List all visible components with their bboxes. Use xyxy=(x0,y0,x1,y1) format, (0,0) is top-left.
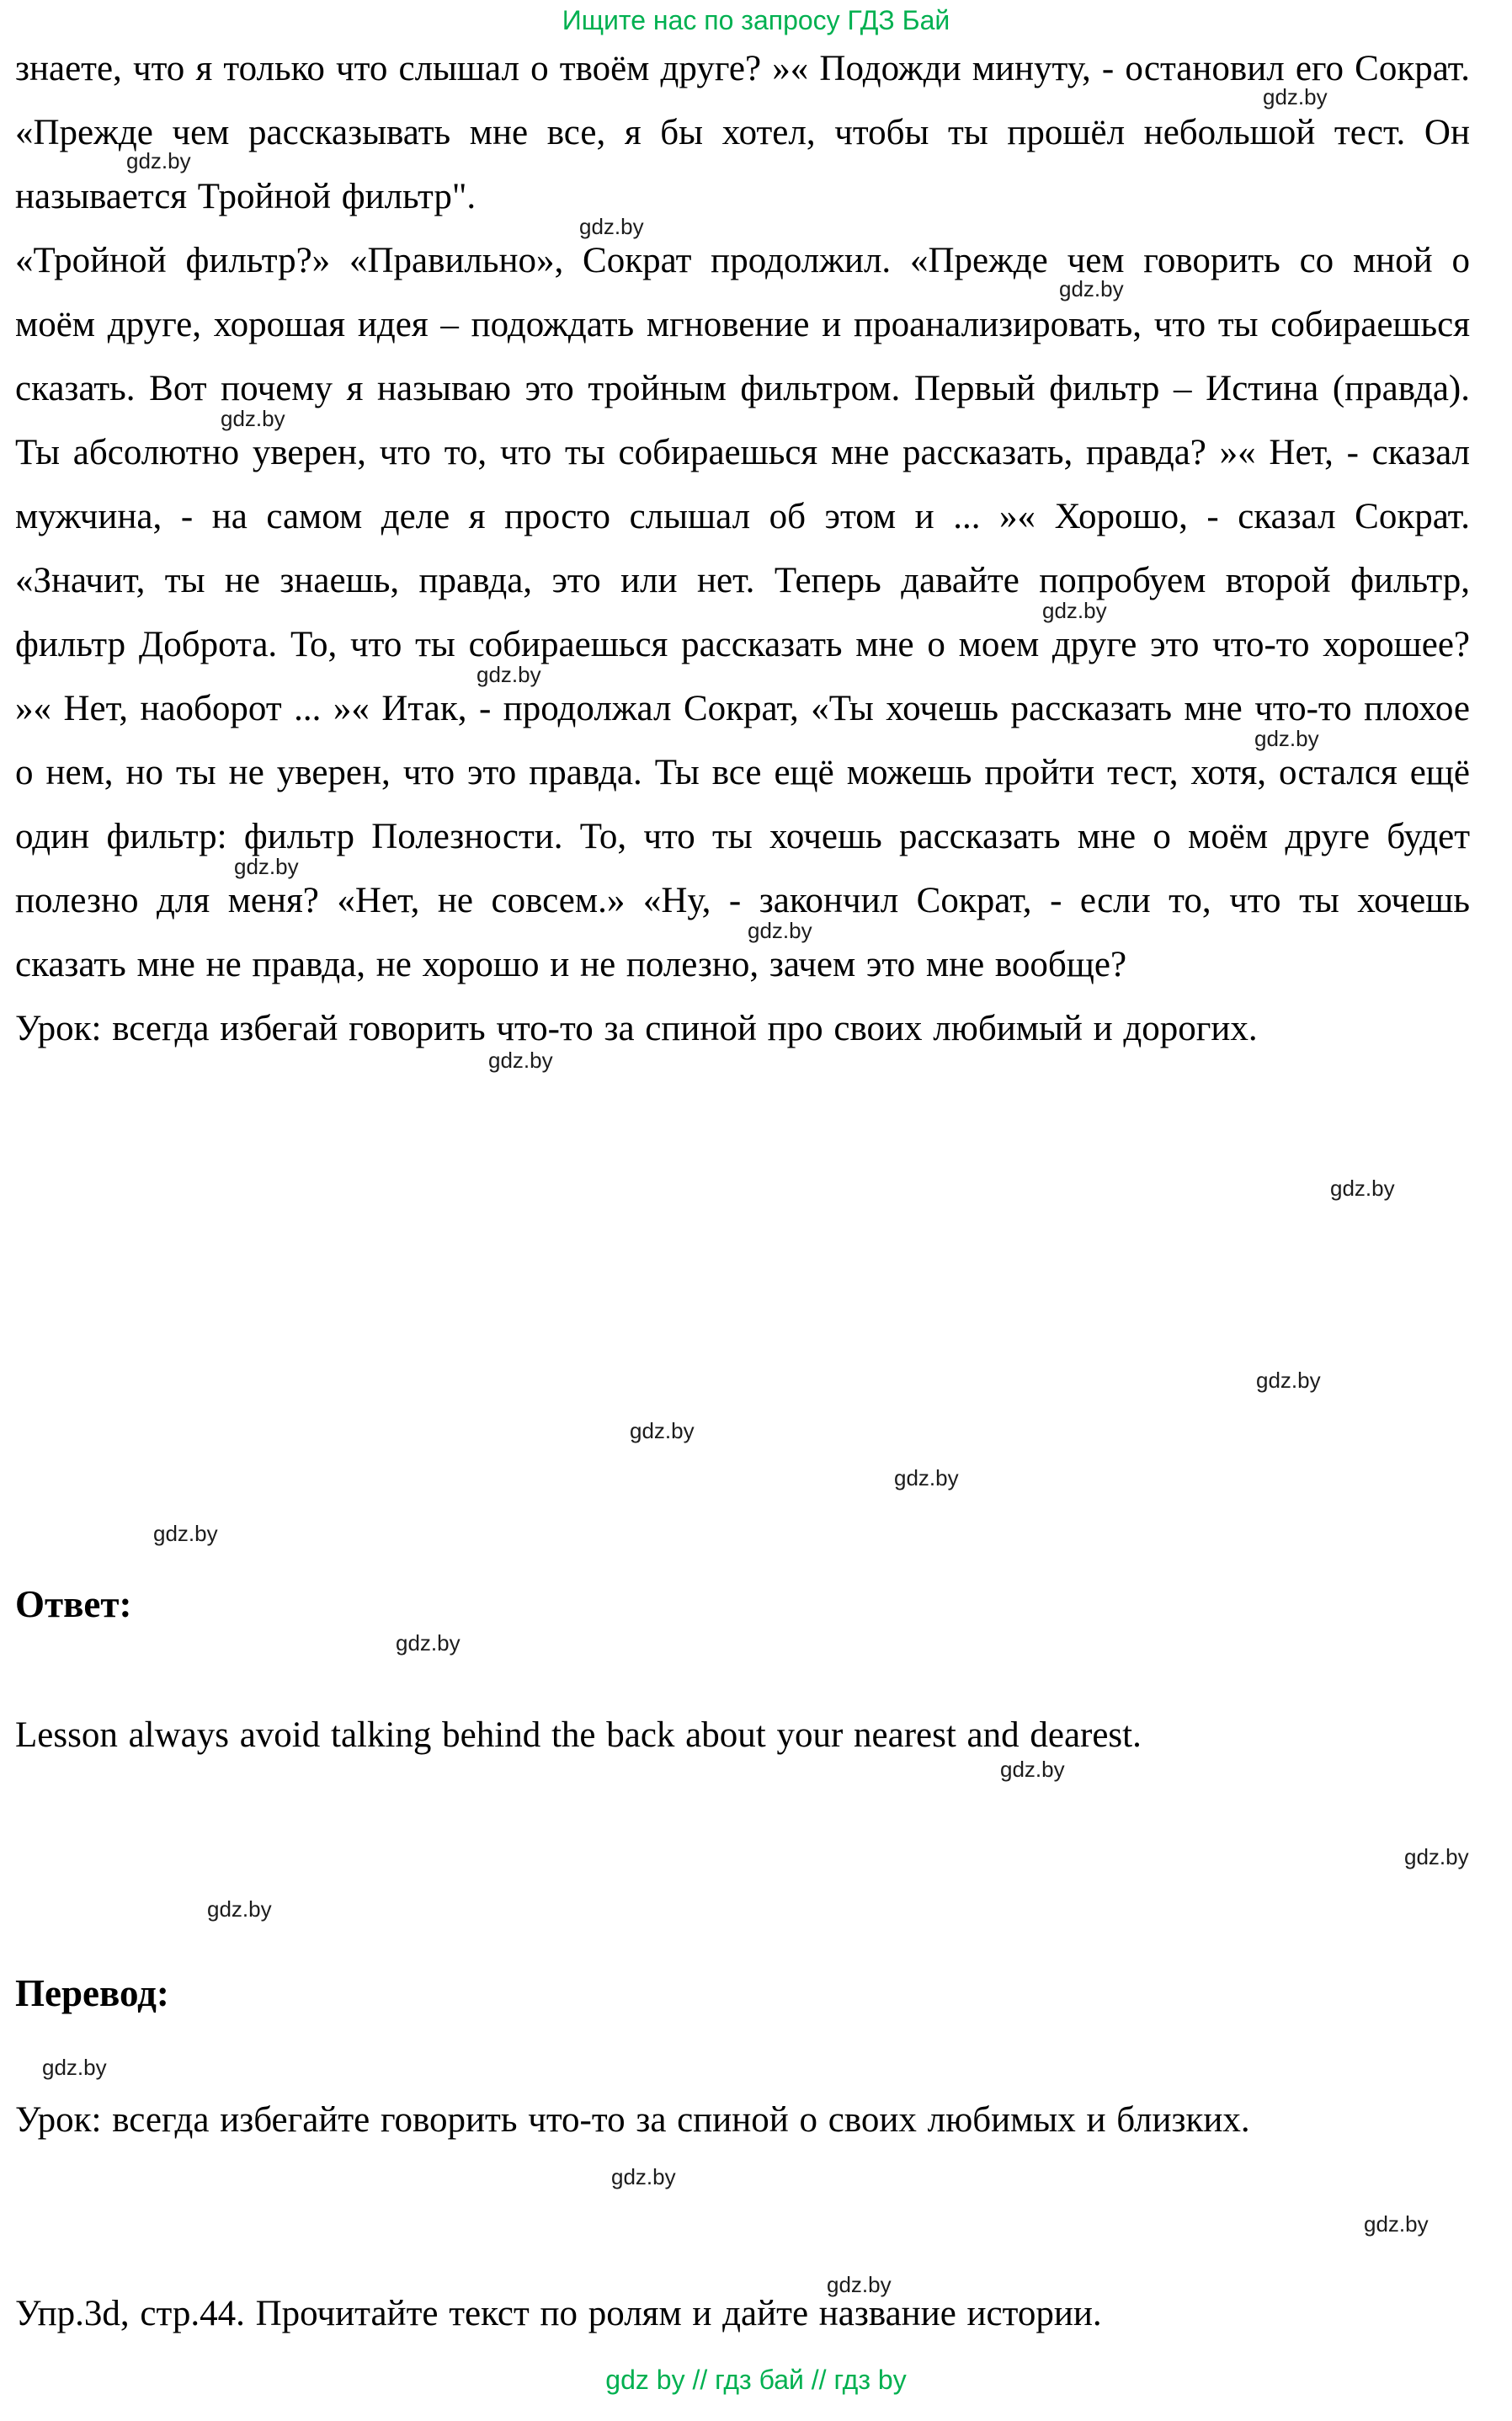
story-paragraph-2: «Тройной фильтр?» «Правильно», Сократ продолжил. «Прежде чем говорить со мной о моём друге, хорошая идея – подождать мгновение и проанализировать, что ты собираешься сказать. Вот почему я называю это тройным фильтром. Первый фильтр – Истина (правда). Ты абсолютно уверен, что то, что ты собираешься мне рассказать, правда? »« Нет, - сказал мужчина, - на самом деле я просто слышал об этом и ... »« Хорошо, - сказал Сократ. «Значит, ты не знаешь, правда, это или нет. Теперь давайте попробуем второй фильтр, фильтр Доброта. То, что ты собираешься рассказать мне о моем друге это что-то хорошее? »« Нет, наоборот ... »« Итак, - продолжал Сократ, «Ты хочешь рассказать мне что-то плохое о нем, но ты не уверен, что это правда. Ты все ещё можешь пройти тест, хотя, остался ещё один фильтр: фильтр Полезности. То, что ты хочешь рассказать мне о моём друге будет полезно для меня? «Нет, не совсем.» «Ну, - закончил Сократ, - если то, что ты хочешь сказать мне не правда, не хорошо и не полезно, зачем это мне вообще? xyxy=(15,241,1470,984)
document-content xyxy=(0,37,1512,1061)
gdzby-watermark: gdz.by xyxy=(894,1465,959,1490)
gdzby-watermark: gdz.by xyxy=(1330,1176,1395,1201)
translation-text: Урок: всегда избегайте говорить что-то за спиной о своих любимых и близких. xyxy=(15,2100,1250,2140)
gdzby-watermark: gdz.by xyxy=(1042,598,1107,623)
gdzby-watermark: gdz.by xyxy=(630,1418,695,1443)
gdzby-watermark: gdz.by xyxy=(234,854,299,879)
gdzby-watermark: gdz.by xyxy=(1364,2211,1429,2237)
gdzby-watermark: gdz.by xyxy=(1059,276,1124,301)
gdzby-watermark: gdz.by xyxy=(221,406,285,431)
gdzby-watermark: gdz.by xyxy=(827,2272,892,2297)
gdzby-watermark: gdz.by xyxy=(126,148,191,173)
translation-label: Перевод: xyxy=(15,1972,169,2014)
gdzby-watermark: gdz.by xyxy=(488,1048,553,1073)
gdzby-watermark: gdz.by xyxy=(476,662,541,687)
gdzby-watermark: gdz.by xyxy=(1000,1757,1065,1782)
gdzby-watermark: gdz.by xyxy=(396,1630,461,1656)
story-paragraph-1: знаете, что я только что слышал о твоём друге? »« Подожди минуту, - остановил его Сократ. «Прежде чем рассказывать мне все, я бы хотел, чтобы ты прошёл небольшой тест. Он называется Тройной фильтр". xyxy=(15,49,1470,216)
exercise-reference: Упр.3d, стр.44. Прочитайте текст по ролям и дайте название истории. xyxy=(15,2294,1102,2333)
gdzby-watermark: gdz.by xyxy=(1263,84,1328,109)
gdzby-watermark: gdz.by xyxy=(579,214,644,239)
answer-label: Ответ: xyxy=(15,1583,132,1625)
promo-top-note: Ищите нас по запросу ГДЗ Бай xyxy=(562,5,950,35)
gdzby-watermark: gdz.by xyxy=(207,1896,272,1922)
gdzby-watermark: gdz.by xyxy=(611,2164,676,2189)
gdzby-watermark: gdz.by xyxy=(1404,1844,1469,1869)
gdzby-watermark: gdz.by xyxy=(153,1521,218,1546)
promo-footer-note: gdz by // гдз бай // гдз by xyxy=(605,2365,907,2395)
gdzby-watermark: gdz.by xyxy=(748,918,812,943)
gdzby-watermark: gdz.by xyxy=(42,2055,107,2080)
answer-text: Lesson always avoid talking behind the back about your nearest and dearest. xyxy=(15,1715,1142,1755)
gdzby-watermark: gdz.by xyxy=(1254,726,1319,751)
story-paragraph-lesson: Урок: всегда избегай говорить что-то за спиной про своих любимый и дорогих. xyxy=(15,1009,1258,1048)
gdzby-watermark: gdz.by xyxy=(1256,1368,1321,1393)
